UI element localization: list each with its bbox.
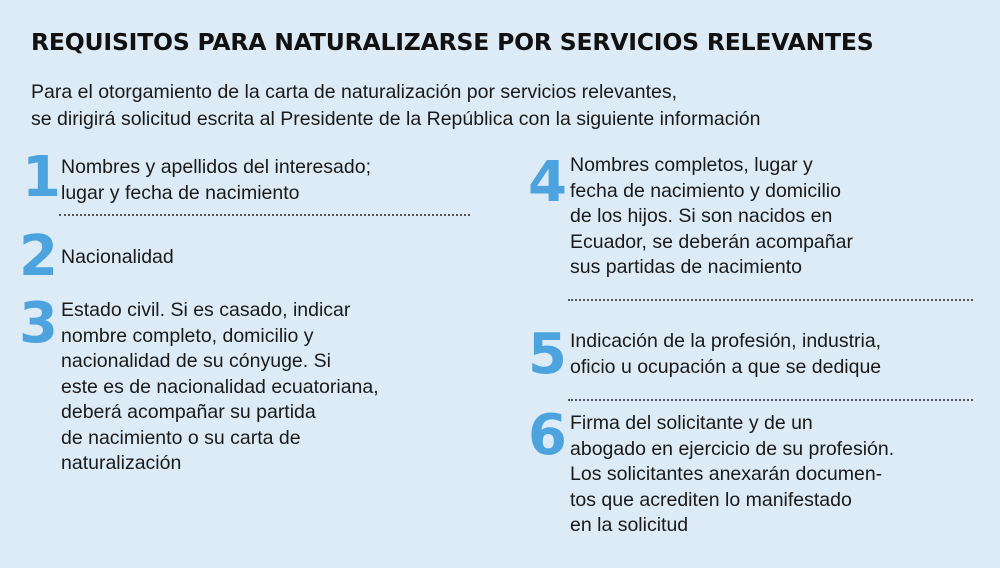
item-line: este es de nacionalidad ecuatoriana, (61, 375, 379, 398)
item-line: nacionalidad de su cónyuge. Si (61, 350, 331, 372)
item-number-1: 1 (22, 145, 61, 210)
item-line: lugar y fecha de nacimiento (61, 181, 300, 204)
page-title: REQUISITOS PARA NATURALIZARSE POR SERVICIOS RELEVANTES (31, 28, 874, 56)
separator (59, 214, 470, 216)
item-number-3: 3 (19, 291, 58, 356)
intro-line: Para el otorgamiento de la carta de naturalización por servicios relevantes, (31, 81, 678, 103)
item-number-4: 4 (528, 150, 567, 215)
item-line: Nombres completos, lugar y (570, 154, 813, 176)
item-text-3 (61, 298, 379, 477)
item-number-5: 5 (528, 322, 567, 387)
separator (568, 299, 973, 301)
item-line: fecha de nacimiento y domicilio (570, 179, 841, 202)
item-line: Estado civil. Si es casado, indicar (61, 299, 351, 321)
item-line: oficio u ocupación a que se dedique (570, 355, 882, 378)
item-line: sus partidas de nacimiento (570, 256, 802, 278)
item-line: nombre completo, domicilio y (61, 324, 314, 347)
intro-line: se dirigirá solicitud escrita al Presidente de la República con la siguiente información (31, 108, 761, 130)
item-text-6 (570, 411, 894, 539)
item-line: naturalización (61, 452, 182, 474)
item-line: abogado en ejercicio de su profesión. (570, 437, 895, 460)
item-line: Nacionalidad (61, 246, 174, 268)
item-line: deberá acompañar su partida (61, 401, 316, 423)
item-line: Firma del solicitante y de un (570, 412, 813, 434)
item-line: Ecuador, se deberán acompañar (570, 230, 853, 253)
separator (568, 399, 973, 401)
intro-text (31, 79, 760, 133)
item-line: en la solicitud (570, 514, 689, 536)
item-number-2: 2 (19, 224, 58, 289)
item-number-6: 6 (528, 403, 567, 468)
item-line: de nacimiento o su carta de (61, 426, 301, 449)
item-line: Los solicitantes anexarán documen- (570, 463, 883, 485)
item-line: de los hijos. Si son nacidos en (570, 205, 833, 227)
item-text-1 (61, 155, 371, 206)
item-text-2 (61, 245, 174, 271)
item-line: Nombres y apellidos del interesado; (61, 156, 372, 178)
item-line: tos que acrediten lo manifestado (570, 488, 852, 511)
item-text-5 (570, 329, 881, 380)
item-line: Indicación de la profesión, industria, (570, 330, 882, 352)
item-text-4 (570, 153, 853, 281)
